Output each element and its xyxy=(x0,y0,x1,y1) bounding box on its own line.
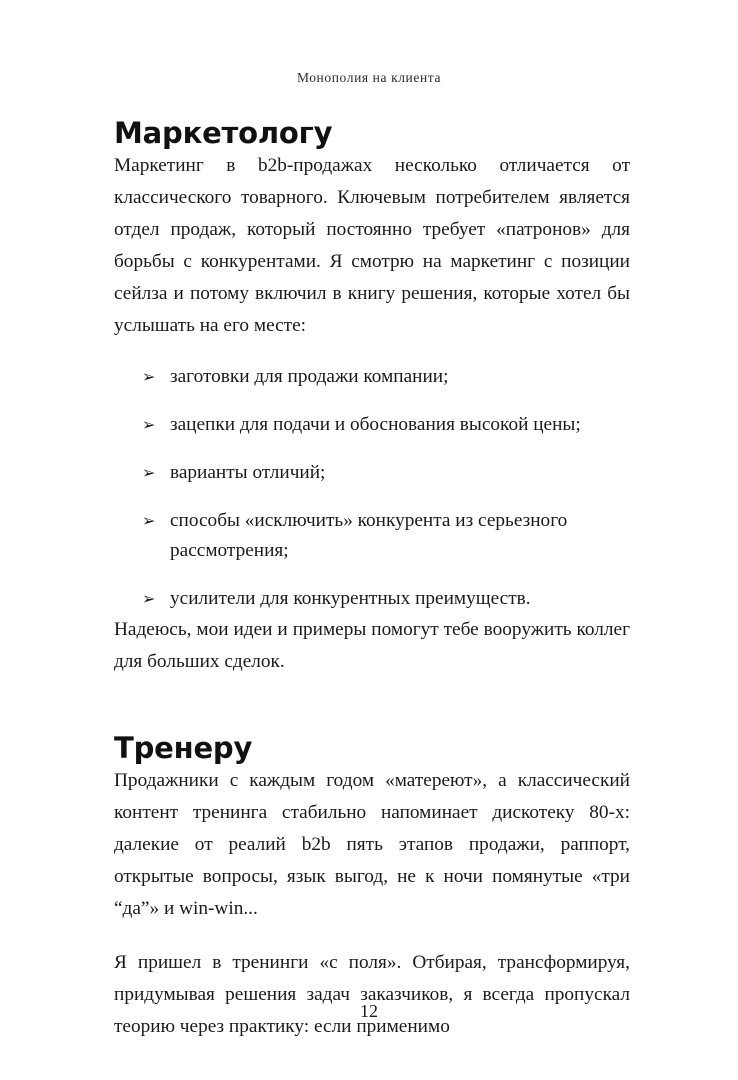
page-number: 12 xyxy=(360,1001,378,1021)
page-content xyxy=(114,118,630,1043)
section-divider xyxy=(114,678,630,733)
list-item xyxy=(114,410,630,440)
list-item xyxy=(114,506,630,566)
list-item-label: зацепки для подачи и обоснования высокой цены; xyxy=(170,413,581,435)
trainer-paragraph-1: Продажники с каждым годом «матереют», а классический контент тренинга стабильно напоминает дискотеку 80-х: далекие от реалий b2b пять этапов продажи, раппорт, открытые вопросы, язык выгод, не к ночи помянутые «три “да”» и win-win... xyxy=(114,769,630,919)
trainer-paragraph-2: Я пришел в тренинги «с поля». Отбирая, трансформируя, придумывая решения задач заказчиков, я всегда пропускал теорию через практику: если применимо xyxy=(114,951,630,1037)
marketer-closing-paragraph: Надеюсь, мои идеи и примеры помогут тебе вооружить коллег для больших сделок. xyxy=(114,618,630,672)
arrow-bullet-icon: ➢ xyxy=(142,510,156,530)
arrow-bullet-icon: ➢ xyxy=(142,366,156,386)
arrow-bullet-icon: ➢ xyxy=(142,414,156,434)
running-head: Монополия на клиента xyxy=(296,70,442,85)
list-item-label: способы «исключить» конкурента из серьезного рассмотрения; xyxy=(170,509,568,561)
list-item xyxy=(114,584,630,614)
list-item xyxy=(114,362,630,392)
arrow-bullet-icon: ➢ xyxy=(142,462,156,482)
arrow-bullet-icon: ➢ xyxy=(142,588,156,608)
list-item-label: варианты отличий; xyxy=(170,461,326,483)
list-item-label: усилители для конкурентных преимуществ. xyxy=(170,587,531,609)
list-item xyxy=(114,458,630,488)
section-title-trainer: Тренеру xyxy=(114,730,253,765)
marketer-bullet-list xyxy=(114,362,630,614)
list-item-label: заготовки для продажи компании; xyxy=(170,365,449,387)
marketer-intro-paragraph: Маркетинг в b2b-продажах несколько отличается от классического товарного. Ключевым потребителем является отдел продаж, который постоянно требует «патронов» для борьбы с конкурентами. Я смотрю на маркетинг с позиции сейлза и потому включил в книгу решения, которые хотел бы услышать на его месте: xyxy=(114,154,630,336)
section-title-marketer: Маркетологу xyxy=(114,116,333,150)
